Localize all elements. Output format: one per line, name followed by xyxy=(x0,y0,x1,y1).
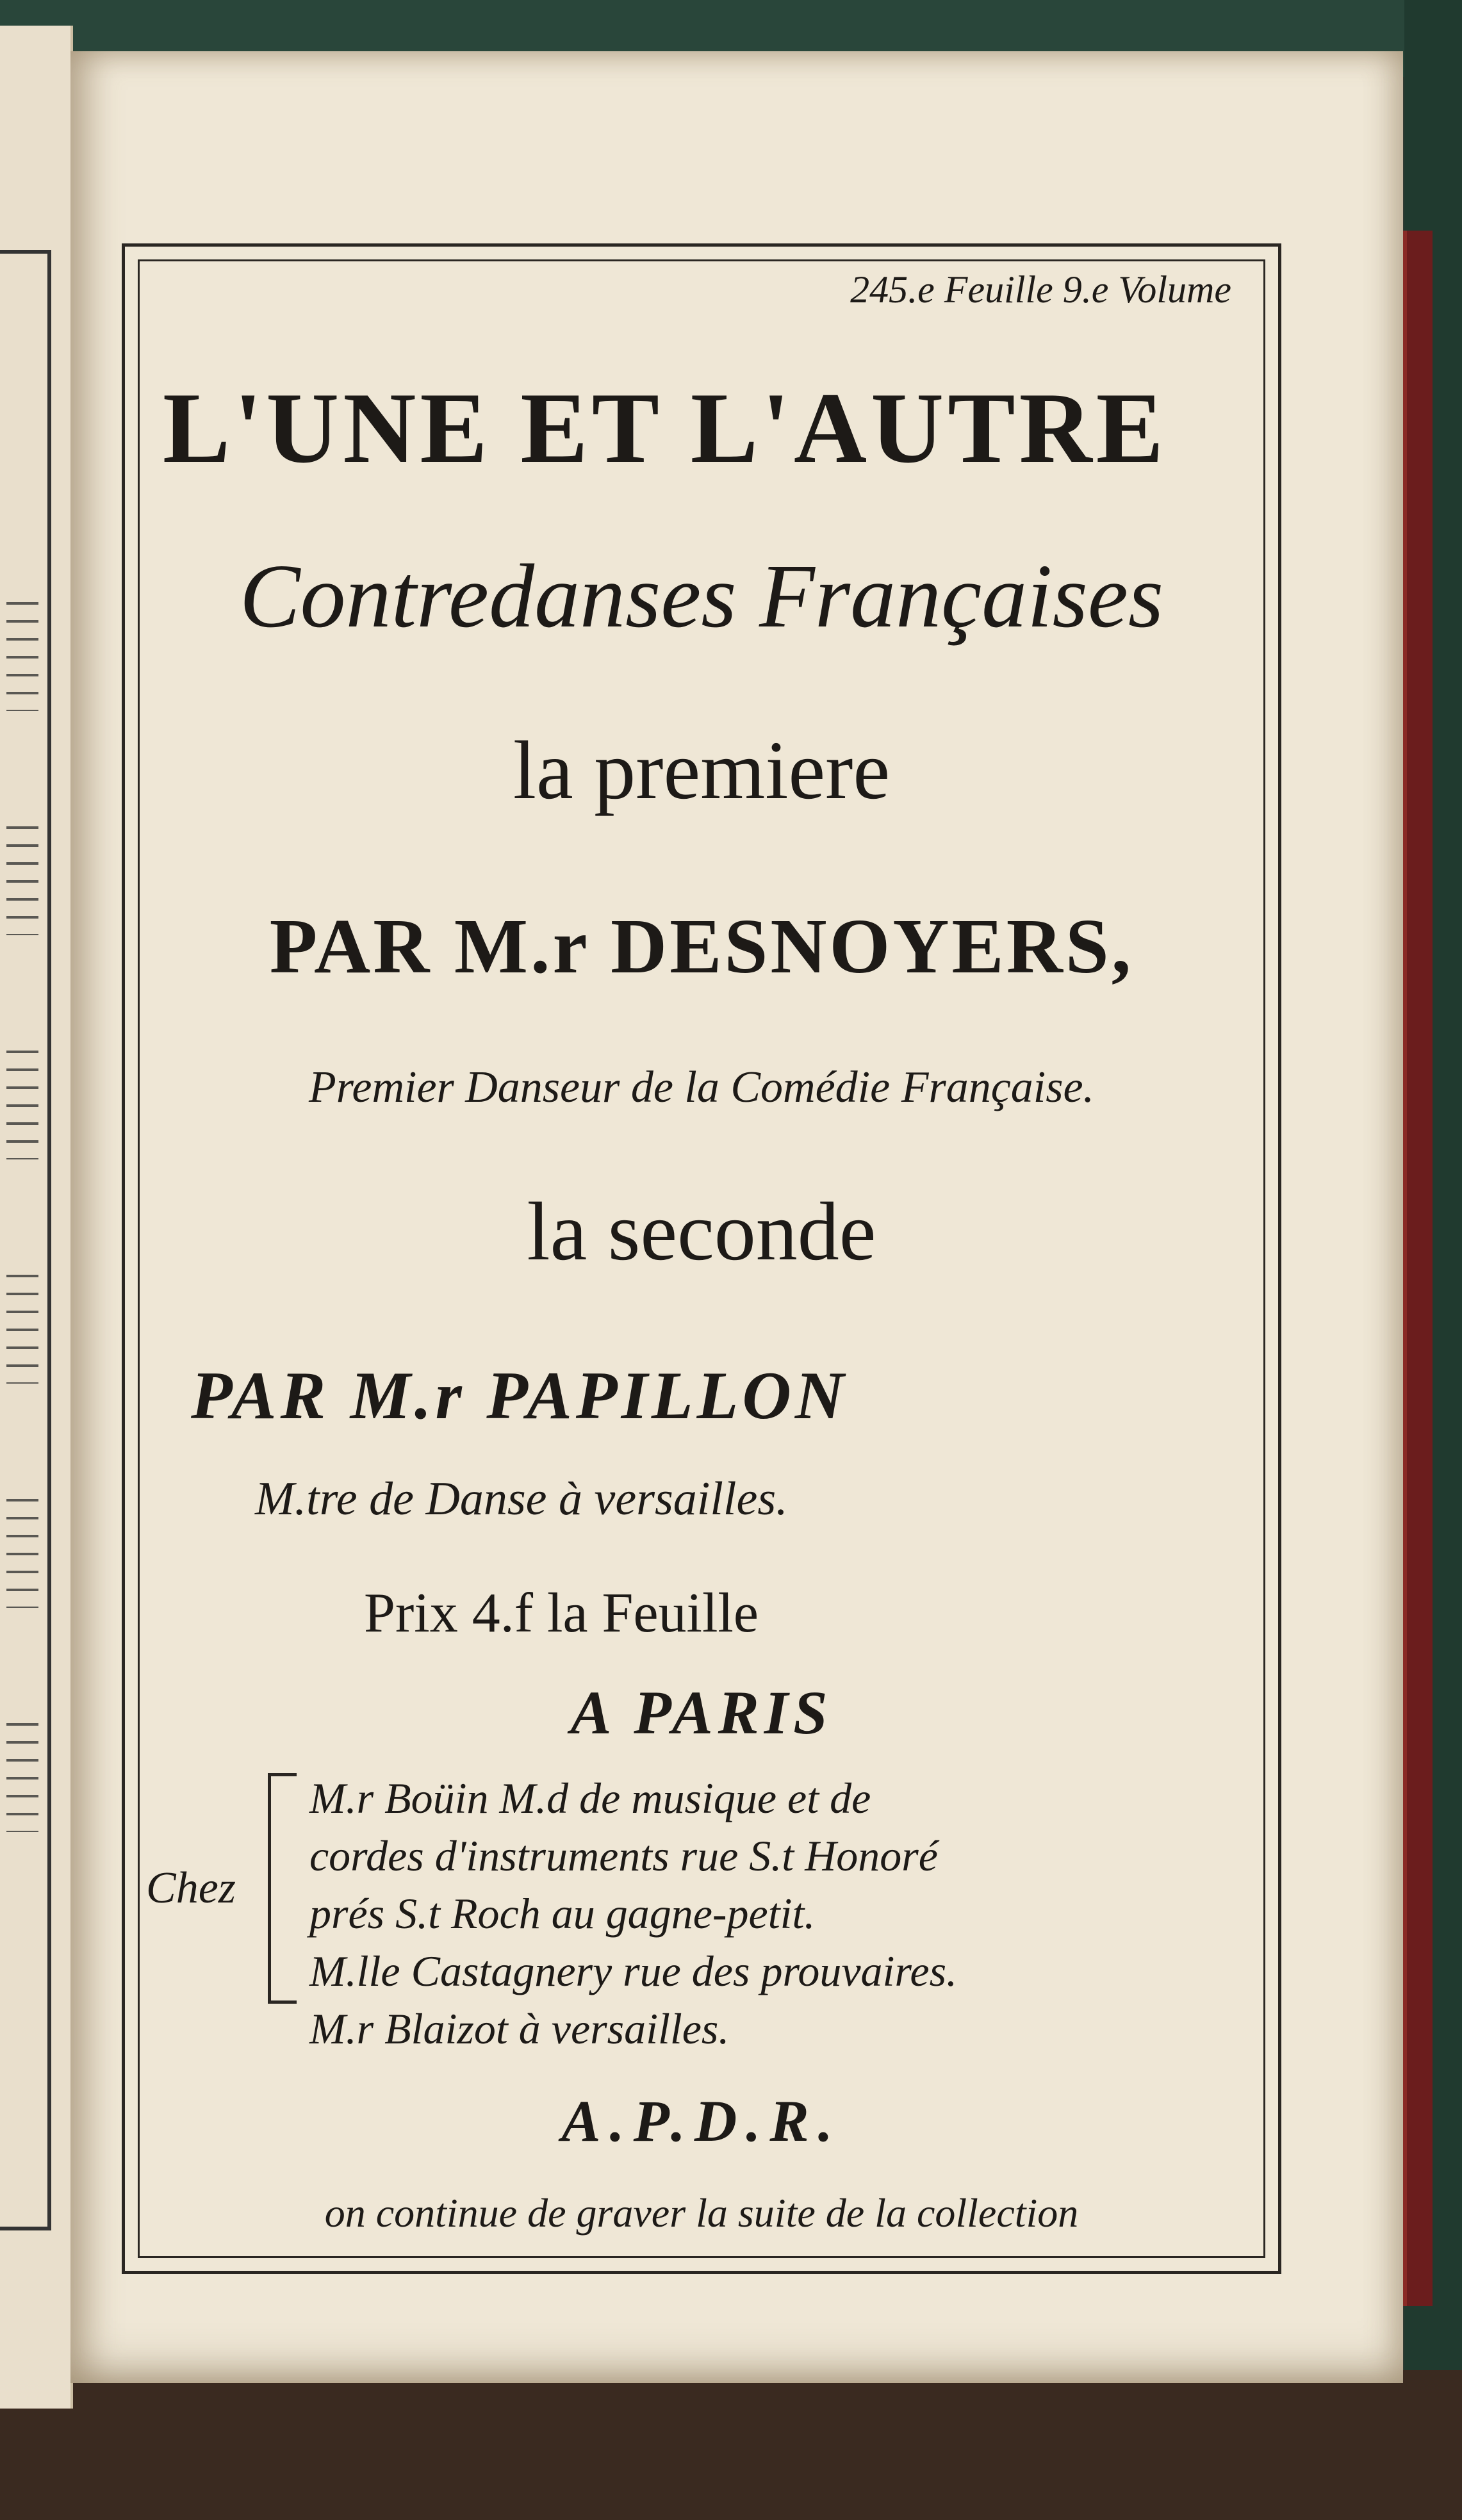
facing-page-frame xyxy=(0,250,51,2230)
first-author-role: Premier Danseur de la Comédie Française. xyxy=(308,1063,1095,1112)
second-author: PAR M.r PAPILLON xyxy=(191,1358,848,1433)
address-line: M.r Boüin M.d de musique et de xyxy=(309,1774,871,1822)
first-author: PAR M.r DESNOYERS, xyxy=(269,903,1134,990)
music-staff-fragment xyxy=(6,1275,38,1384)
page-border-outer xyxy=(122,243,1281,2274)
first-dance-label: la premiere xyxy=(513,724,891,817)
address-line: cordes d'instruments rue S.t Honoré xyxy=(309,1831,938,1880)
music-staff-fragment xyxy=(6,602,38,711)
address-line: prés S.t Roch au gagne-petit. xyxy=(309,1889,816,1938)
price: Prix 4.f la Feuille xyxy=(364,1582,759,1644)
facing-page-edge xyxy=(0,26,73,2409)
music-staff-fragment xyxy=(6,826,38,935)
title-line-1: L'UNE ET L'AUTRE xyxy=(162,372,1168,484)
footer-note: on continue de graver la suite de la collection xyxy=(324,2190,1079,2236)
page-border-inner xyxy=(138,259,1265,2258)
privilege-mark: A.P.D.R. xyxy=(561,2088,842,2154)
bottom-shadow xyxy=(0,2370,1462,2520)
publication-place: A PARIS xyxy=(570,1678,833,1747)
address-line: M.lle Castagnery rue des prouvaires. xyxy=(309,1947,958,1995)
second-dance-label: la seconde xyxy=(527,1186,876,1278)
book-edge xyxy=(1403,231,1433,2306)
sheet-number: 245.e Feuille 9.e Volume xyxy=(850,268,1231,311)
title-page xyxy=(70,51,1403,2383)
chez-label: Chez xyxy=(146,1863,236,1913)
address-bracket xyxy=(268,1773,297,2004)
address-line: M.r Blaizot à versailles. xyxy=(309,2004,730,2053)
music-staff-fragment xyxy=(6,1499,38,1608)
music-staff-fragment xyxy=(6,1051,38,1159)
title-line-2: Contredanses Françaises xyxy=(239,545,1164,646)
music-staff-fragment xyxy=(6,1723,38,1832)
second-author-role: M.tre de Danse à versailles. xyxy=(255,1473,788,1525)
